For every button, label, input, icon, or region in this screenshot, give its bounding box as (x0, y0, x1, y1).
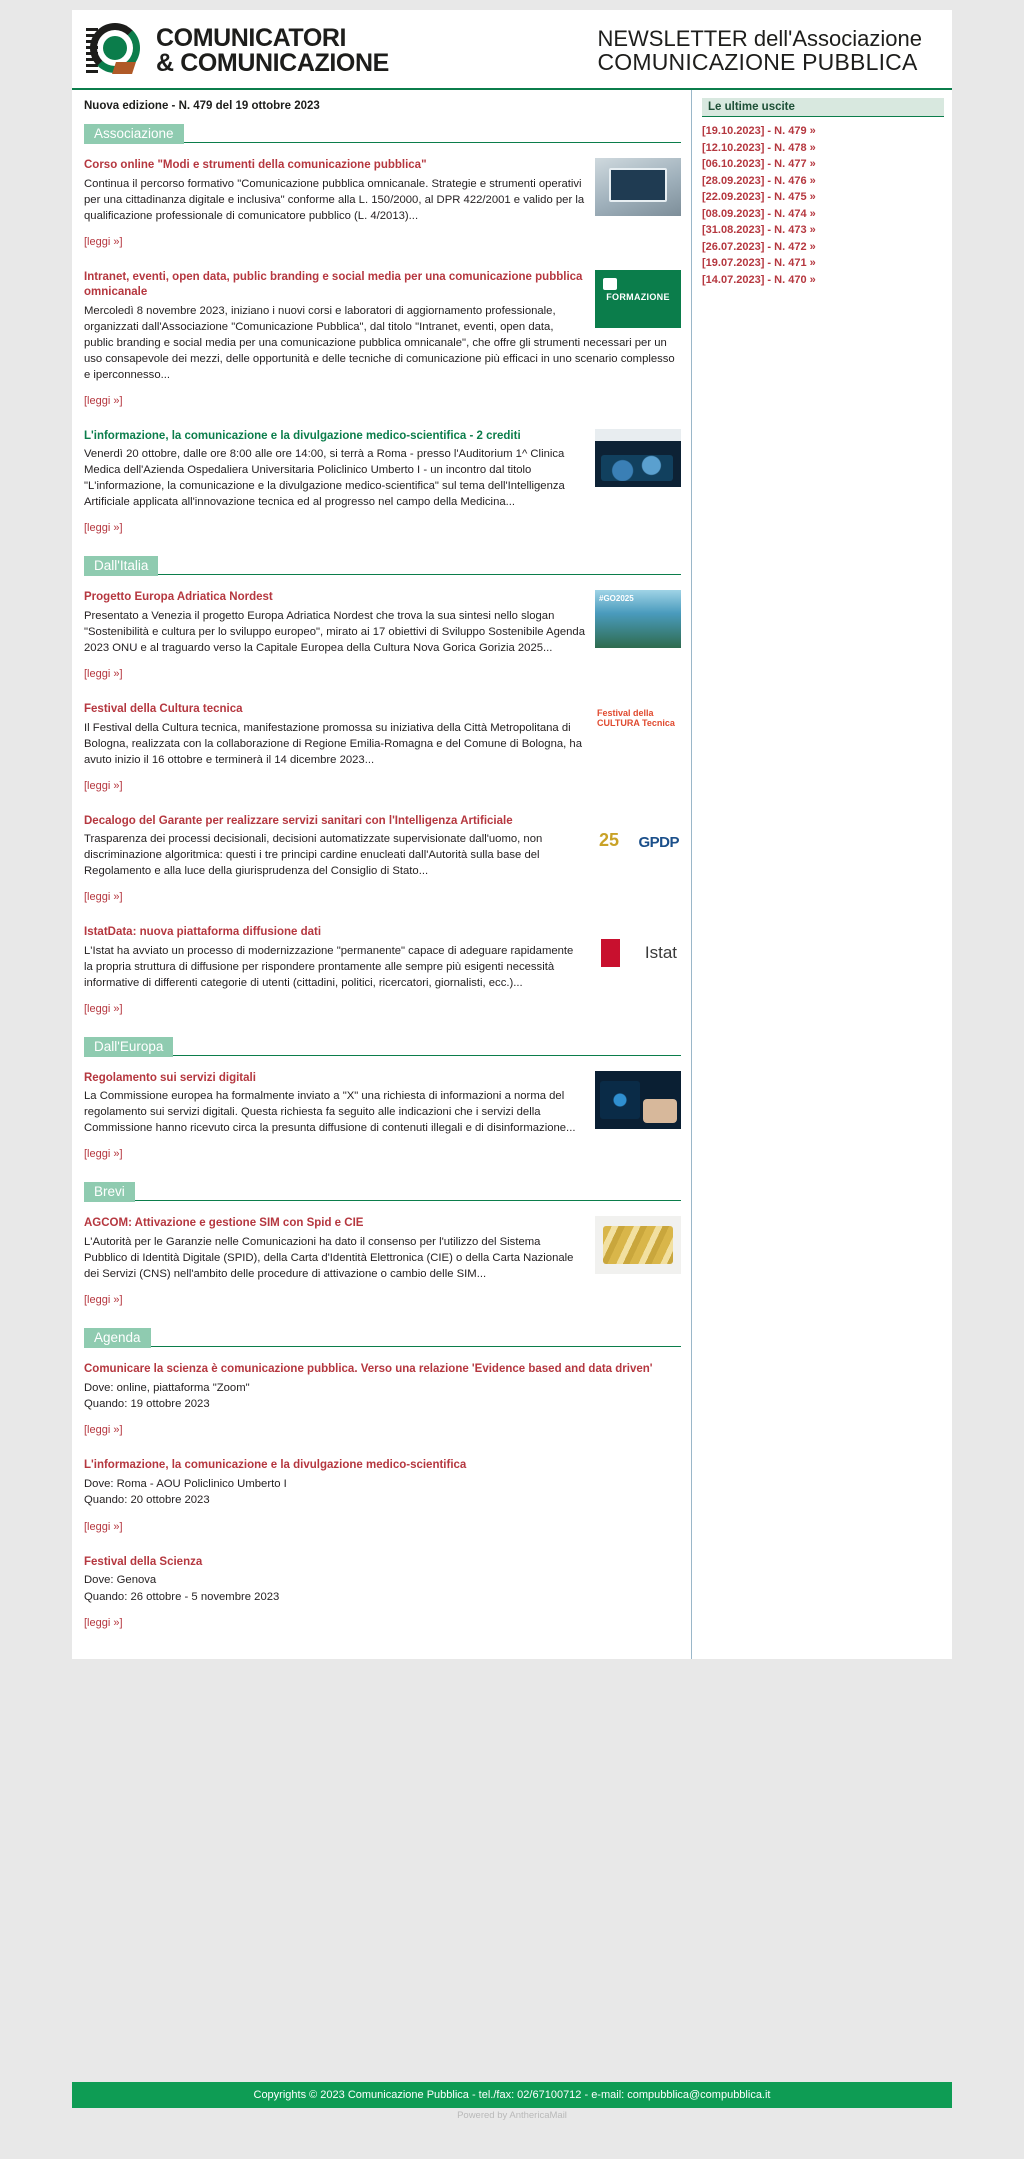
read-more-link[interactable] (84, 780, 681, 792)
article-title: Festival della Cultura tecnica (84, 703, 243, 716)
sidebar-item-471[interactable]: [19.07.2023] - N. 471 » (702, 257, 816, 269)
logo-line-1: COMUNICATORI (156, 23, 347, 52)
read-more-link[interactable] (84, 522, 681, 534)
read-more-label[interactable]: [leggi »] (84, 1148, 123, 1161)
article-body: L'Istat ha avviato un processo di modernizzazione "permanente" capace di adeguare rapidamente la propria struttura di diffusione per rispondere prontamente alle sempre più esigenti necessità informative di differenti categorie di utenti (cittadini, politici, ricercatori, giornalisti, ecc.)... (84, 944, 574, 989)
article-title: Regolamento sui servizi digitali (84, 1071, 256, 1084)
medico-scientifica-thumbnail-icon (595, 429, 681, 487)
sidebar-item-478[interactable]: [12.10.2023] - N. 478 » (702, 141, 816, 154)
article-item (84, 702, 681, 768)
edition-line: Nuova edizione - N. 479 del 19 ottobre 2023 (84, 100, 320, 112)
sidebar-item-475[interactable]: [22.09.2023] - N. 475 » (702, 191, 816, 203)
agenda-title: Festival della Scienza (84, 1555, 203, 1568)
sidebar-item-476[interactable]: [28.09.2023] - N. 476 » (702, 174, 816, 187)
section-rule (84, 1346, 681, 1347)
formazione-thumbnail-icon (595, 270, 681, 328)
article-title: IstatData: nuova piattaforma diffusione dati (84, 926, 322, 939)
sidebar-title: Le ultime uscite (702, 98, 944, 117)
read-more-link[interactable] (84, 1003, 681, 1015)
read-more-link[interactable] (84, 1148, 681, 1160)
section-label: Dall'Europa (84, 1037, 173, 1057)
section-header-brevi (84, 1182, 681, 1202)
agenda-item (84, 1458, 681, 1508)
article-item (84, 158, 681, 224)
read-more-link[interactable] (84, 1294, 681, 1306)
newsletter-body (72, 90, 952, 1659)
section-rule (84, 1055, 681, 1056)
article-body: La Commissione europea ha formalmente inviato a "X" una richiesta di informazioni a norma del regolamento sui servizi digitali. Questa richiesta fa seguito alle indicazioni che i servizi della Commissione hanno ricevuto circa la presunta diffusione di contenuti illegali e di disinformazione... (84, 1090, 576, 1135)
association-logo-icon (84, 20, 146, 82)
logo-wordmark (156, 23, 389, 77)
agenda-where: Dove: Genova (84, 1574, 157, 1587)
article-body: Trasparenza dei processi decisionali, decisioni automatizzate supervisionate dall'uomo, non discriminazione algoritmica: questi i tre principi cardine enucleati dall'Autorità sulla base del Regolamento e alla luce della giurisprudenza del Consiglio di Stato... (84, 833, 543, 878)
article-item (84, 814, 681, 880)
masthead-line-2: COMUNICAZIONE PUBBLICA (597, 49, 918, 76)
sim-cards-thumbnail-icon (595, 1216, 681, 1274)
section-header-dallitalia (84, 556, 681, 576)
main-column (72, 90, 692, 1659)
article-title: L'informazione, la comunicazione e la divulgazione medico-scientifica - 2 crediti (84, 429, 521, 442)
festival-cultura-tecnica-thumbnail-icon (595, 702, 681, 760)
agenda-when: Quando: 19 ottobre 2023 (84, 1397, 210, 1410)
article-body: Mercoledì 8 novembre 2023, iniziano i nuovi corsi e laboratori di aggiornamento professionale, organizzati dall'Associazione "Comunicazione Pubblica", dal titolo "Intranet, eventi, open data, public branding e social media per una comunicazione pubblica omnicanale", che offre gli strumenti necessari per un uso consapevole dei mezzi, delle opportunità e delle tecniche di comunicazione più efficaci in uno scenario complesso e iperconnesso... (84, 304, 675, 381)
sidebar (692, 90, 952, 296)
section-label: Associazione (84, 124, 184, 144)
article-title: Intranet, eventi, open data, public branding e social media per una comunicazione pubblica omnicanale (84, 270, 583, 299)
masthead-line-1: NEWSLETTER dell'Associazione (597, 26, 922, 52)
article-item (84, 590, 681, 656)
article-title: Corso online "Modi e strumenti della comunicazione pubblica" (84, 159, 427, 171)
europa-adriatica-thumbnail-icon (595, 590, 681, 648)
newsletter-sheet (72, 10, 952, 1659)
sidebar-item-474[interactable]: [08.09.2023] - N. 474 » (702, 207, 816, 220)
read-more-label[interactable]: [leggi »] (84, 668, 123, 681)
newsletter-header (72, 10, 952, 90)
section-header-agenda (84, 1328, 681, 1348)
logo-line-2: & COMUNICAZIONE (156, 49, 389, 77)
sidebar-item-470[interactable]: [14.07.2023] - N. 470 » (702, 273, 816, 286)
article-title: Decalogo del Garante per realizzare servizi sanitari con l'Intelligenza Artificiale (84, 814, 513, 827)
section-header-associazione (84, 124, 681, 144)
footer-copyright: Copyrights © 2023 Comunicazione Pubblica - tel./fax: 02/67100712 - e-mail: compubblica@compubblica.it (72, 2082, 952, 2108)
read-more-link[interactable] (84, 891, 681, 903)
read-more-link[interactable] (84, 668, 681, 680)
section-rule (84, 1200, 681, 1201)
sidebar-item-473[interactable]: [31.08.2023] - N. 473 » (702, 224, 816, 236)
article-item (84, 429, 681, 511)
agenda-when: Quando: 26 ottobre - 5 novembre 2023 (84, 1590, 280, 1603)
read-more-label[interactable]: [leggi »] (84, 394, 123, 407)
read-more-link[interactable] (84, 1617, 681, 1629)
section-rule (84, 574, 681, 575)
corso-online-thumbnail-icon (595, 158, 681, 216)
article-body: Presentato a Venezia il progetto Europa Adriatica Nordest che trova la sua sintesi nello slogan "Sostenibilità e cultura per lo sviluppo europeo", mirato ai 17 obiettivi di Sviluppo Sostenibile Agenda 2023 ONU e al traguardo verso la Capitale Europea della Cultura Nova Gorica Gorizia 2025... (84, 609, 585, 655)
read-more-link[interactable] (84, 395, 681, 407)
read-more-label[interactable]: [leggi »] (84, 1520, 123, 1533)
read-more-label[interactable]: [leggi »] (84, 1002, 123, 1015)
read-more-label[interactable]: [leggi »] (84, 1424, 123, 1437)
read-more-label[interactable]: [leggi »] (84, 779, 123, 792)
read-more-label[interactable]: [leggi »] (84, 235, 123, 248)
article-body: Venerdì 20 ottobre, dalle ore 8:00 alle ore 14:00, si terrà a Roma - presso l'Auditorium 1^ Clinica Medica dell'Azienda Ospedaliera Universitaria Policlinico Umberto I - un incontro dal titolo "L'informazione, la comunicazione e la divulgazione medico-scientifica" sul tema dell'Intelligenza Artificiale applicata all'innovazione tecnica ed al progresso nel campo della Medicina... (84, 448, 565, 509)
agenda-where: Dove: Roma - AOU Policlinico Umberto I (84, 1477, 287, 1490)
servizi-digitali-thumbnail-icon (595, 1071, 681, 1129)
istat-thumbnail-icon (595, 925, 681, 983)
sidebar-item-477[interactable]: [06.10.2023] - N. 477 » (702, 158, 816, 170)
agenda-when: Quando: 20 ottobre 2023 (84, 1494, 210, 1507)
sidebar-item-479[interactable]: [19.10.2023] - N. 479 » (702, 125, 816, 137)
read-more-label[interactable]: [leggi »] (84, 1616, 123, 1629)
section-header-dalleuropa (84, 1037, 681, 1057)
article-body: L'Autorità per le Garanzie nelle Comunicazioni ha dato il consenso per l'utilizzo del Sistema Pubblico di Identità Digitale (SPID), della Carta d'Identità Elettronica (CIE) o della Carta Nazionale dei Servizi (CNS) nell'ambito delle procedure di attivazione o cambio delle SIM... (84, 1236, 574, 1281)
footer-powered-by: Powered by AnthericaMail (457, 2110, 567, 2121)
gpdp-thumbnail-icon (595, 814, 681, 872)
agenda-title: L'informazione, la comunicazione e la divulgazione medico-scientifica (84, 1459, 467, 1472)
section-label: Dall'Italia (84, 556, 158, 576)
agenda-where: Dove: online, piattaforma "Zoom" (84, 1381, 250, 1394)
article-item (84, 1071, 681, 1137)
read-more-label[interactable]: [leggi »] (84, 891, 123, 904)
newsletter-masthead (597, 27, 940, 74)
article-title: AGCOM: Attivazione e gestione SIM con Spid e CIE (84, 1217, 364, 1230)
sidebar-item-472[interactable]: [26.07.2023] - N. 472 » (702, 240, 816, 253)
read-more-link[interactable] (84, 236, 681, 248)
read-more-link[interactable] (84, 1424, 681, 1436)
article-item (84, 1216, 681, 1282)
article-item (84, 270, 681, 383)
agenda-item (84, 1555, 681, 1605)
article-item (84, 925, 681, 991)
agenda-item (84, 1362, 681, 1412)
section-label: Agenda (84, 1328, 151, 1348)
read-more-link[interactable] (84, 1521, 681, 1533)
article-body: Il Festival della Cultura tecnica, manifestazione promossa su iniziativa della Città Metropolitana di Bologna, realizzata con la collaborazione di Regione Emilia-Romagna e del Comune di Bologna, ha avuto inizio il 16 ottobre e terminerà il 14 dicembre 2023... (84, 721, 582, 766)
section-label: Brevi (84, 1182, 135, 1202)
agenda-title: Comunicare la scienza è comunicazione pubblica. Verso una relazione 'Evidence based and data driven' (84, 1363, 653, 1376)
article-body: Continua il percorso formativo "Comunicazione pubblica omnicanale. Strategie e strumenti operativi per una cittadinanza digitale e inclusiva" conforme alla L. 150/2000, al DPR 422/2001 e valido per la qualificazione professionale di comunicatore pubblico (L. 4/2013)... (84, 177, 585, 222)
read-more-label[interactable]: [leggi »] (84, 1294, 123, 1307)
read-more-label[interactable]: [leggi »] (84, 522, 123, 535)
article-title: Progetto Europa Adriatica Nordest (84, 591, 273, 604)
